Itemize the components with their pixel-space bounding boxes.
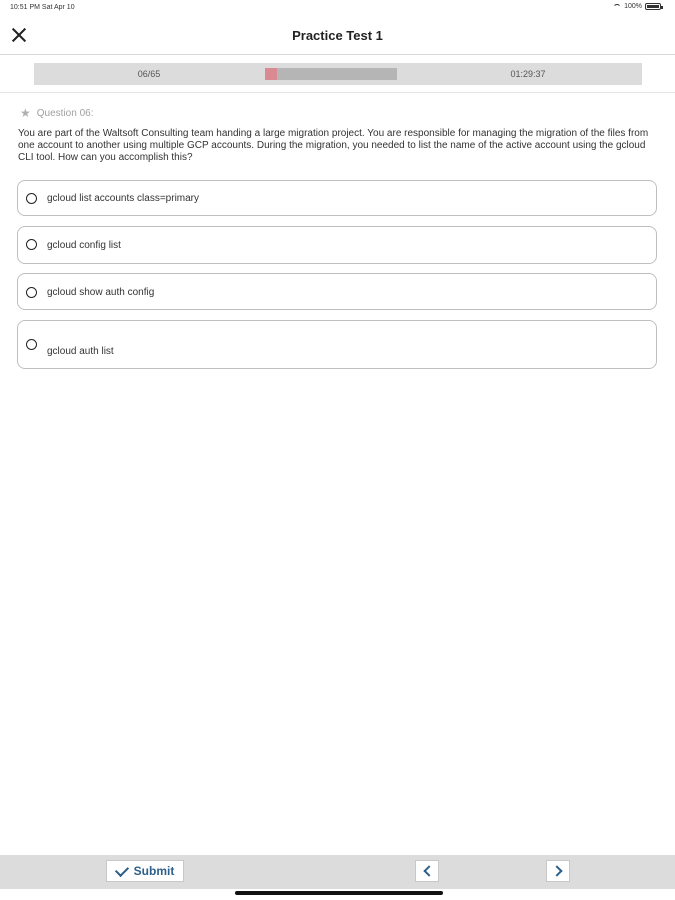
- chevron-left-icon: [423, 865, 434, 876]
- timer: 01:29:37: [510, 69, 546, 79]
- progress-bar: [265, 68, 397, 80]
- question-text: You are part of the Waltsoft Consulting team handing a large migration project. You are responsible for managing the migration of the files from one account to another using multiple GCP accounts. During the migration, you needed to list the name of the active account using the gcloud CLI tool. How can you accomplish this?: [18, 128, 649, 163]
- radio-button[interactable]: [26, 239, 37, 250]
- battery-icon: [645, 3, 661, 10]
- battery-percent: 100%: [624, 3, 642, 10]
- star-icon[interactable]: ★: [20, 106, 31, 120]
- status-bar: [0, 0, 675, 18]
- submit-label: Submit: [133, 864, 175, 878]
- progress-bar-fill: [265, 68, 277, 80]
- page-title: Practice Test 1: [292, 28, 383, 43]
- answer-option-label: gcloud auth list: [47, 346, 114, 357]
- next-button[interactable]: [546, 860, 570, 882]
- wifi-icon: [613, 4, 621, 10]
- previous-button[interactable]: [415, 860, 439, 882]
- answer-option-2[interactable]: [17, 226, 657, 264]
- answer-option-1[interactable]: [17, 180, 657, 216]
- check-icon: [115, 862, 129, 876]
- answer-option-label: gcloud show auth config: [47, 287, 155, 298]
- question-header: [20, 106, 93, 120]
- answer-option-label: gcloud list accounts class=primary: [47, 193, 200, 204]
- progress-strip: [34, 63, 642, 85]
- answer-option-4[interactable]: [17, 320, 657, 369]
- submit-button[interactable]: [106, 860, 184, 882]
- nav-bar: [0, 18, 675, 55]
- status-indicators: [613, 3, 661, 10]
- chevron-right-icon: [551, 865, 562, 876]
- answer-option-label: gcloud config list: [47, 240, 121, 251]
- question-counter: 06/65: [137, 69, 161, 79]
- radio-button[interactable]: [26, 287, 37, 298]
- bottom-toolbar: [0, 855, 675, 889]
- status-time: 10:51 PM Sat Apr 10: [10, 4, 75, 11]
- divider: [0, 92, 675, 93]
- question-number: Question 06:: [36, 107, 94, 119]
- home-indicator: [235, 891, 443, 895]
- radio-button[interactable]: [26, 339, 37, 350]
- radio-button[interactable]: [26, 193, 37, 204]
- answer-option-3[interactable]: [17, 273, 657, 310]
